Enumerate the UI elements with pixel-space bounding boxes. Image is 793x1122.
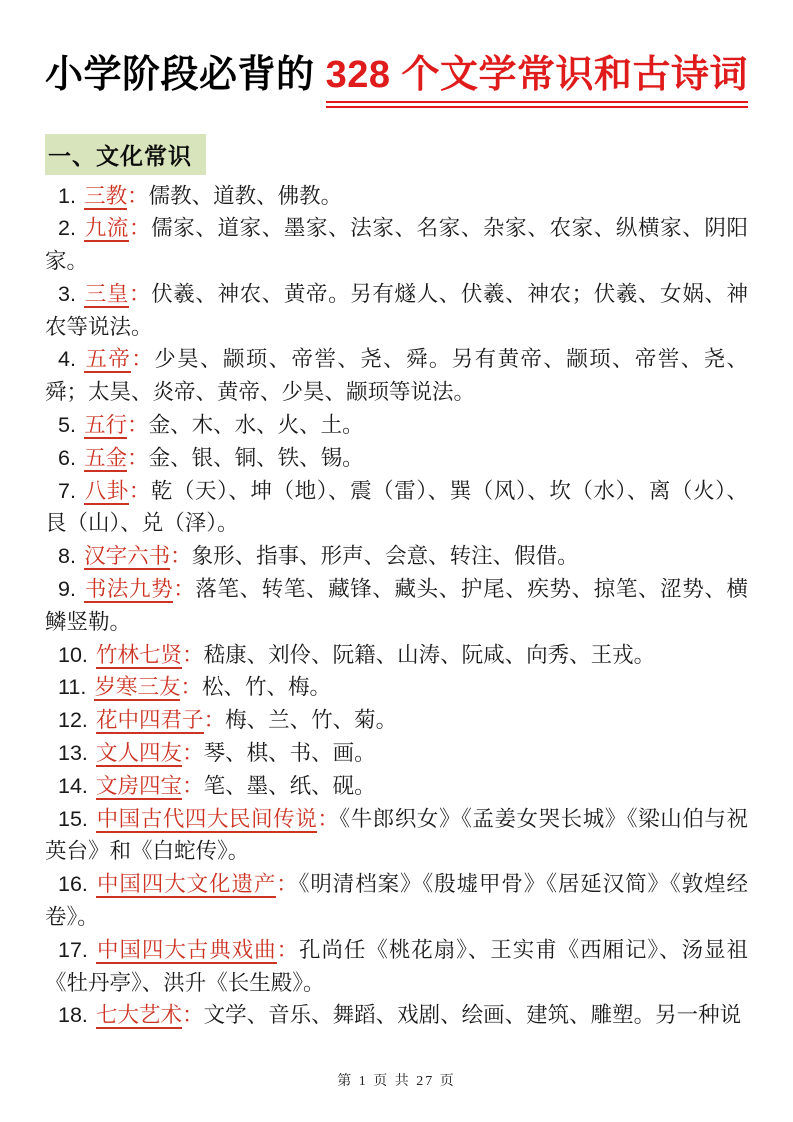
list-item [45, 934, 748, 1000]
item-colon: ： [182, 1003, 204, 1028]
item-desc: 儒家、道家、墨家、法家、名家、杂家、农家、纵横家、阴阳家。 [45, 216, 748, 274]
item-desc: 少昊、颛顼、帝喾、尧、舜。另有黄帝、颛顼、帝喾、尧、舜；太昊、炎帝、黄帝、少昊、颛顼等说法。 [45, 347, 748, 405]
list-item [45, 540, 748, 573]
item-term: 五行 [84, 413, 128, 438]
list-item [45, 409, 748, 442]
item-term: 七大艺术 [96, 1003, 183, 1028]
item-desc: 《明清档案》《殷墟甲骨》《居延汉简》《敦煌经卷》。 [45, 872, 748, 930]
item-desc: 嵇康、刘伶、阮籍、山涛、阮咸、向秀、王戎。 [203, 642, 656, 667]
page-title-red-part: 328 个文学常识和古诗词 [326, 52, 748, 108]
item-term: 花中四君子 [96, 708, 204, 733]
section-header-culture-knowledge: 一、文化常识 [45, 134, 206, 175]
item-term: 文人四友 [96, 741, 183, 766]
item-number: 17. [58, 937, 88, 962]
item-number: 9. [58, 577, 76, 602]
item-number: 18. [58, 1003, 88, 1028]
item-number: 11. [58, 675, 87, 700]
page-title [45, 52, 748, 108]
item-term: 岁寒三友 [94, 675, 181, 700]
item-number: 5. [58, 413, 76, 438]
item-colon: ： [127, 413, 149, 438]
item-colon: ： [127, 183, 149, 208]
item-desc: 伏羲、神农、黄帝。另有燧人、伏羲、神农；伏羲、女娲、神农等说法。 [45, 281, 748, 339]
item-number: 3. [58, 281, 76, 306]
page-title-black-part: 小学阶段必背的 [45, 54, 326, 96]
item-desc: 孔尚任《桃花扇》、王实甫《西厢记》、汤显祖《牡丹亭》、洪升《长生殿》。 [45, 937, 748, 995]
item-desc: 象形、指事、形声、会意、转注、假借。 [191, 544, 579, 569]
item-colon: ： [127, 445, 149, 470]
item-colon: ： [182, 773, 204, 798]
item-number: 15. [58, 806, 88, 831]
item-desc: 乾（天）、坤（地）、震（雷）、巽（风）、坎（水）、离（火）、艮（山）、兑（泽）。 [45, 478, 748, 536]
item-list [45, 180, 748, 1033]
list-item [45, 573, 748, 639]
list-item [45, 803, 748, 869]
item-colon: ： [180, 675, 202, 700]
item-term: 五帝 [84, 347, 132, 372]
item-term: 汉字六书 [84, 544, 171, 569]
item-number: 1. [58, 183, 76, 208]
item-colon: ： [182, 741, 204, 766]
list-item [45, 180, 748, 213]
item-colon: ： [276, 872, 299, 897]
item-number: 8. [58, 544, 76, 569]
item-colon: ： [203, 708, 226, 733]
item-term: 三教 [84, 183, 128, 208]
item-number: 14. [58, 773, 88, 798]
item-number: 7. [58, 478, 76, 503]
item-term: 中国四大文化遗产 [96, 872, 277, 897]
item-colon: ： [128, 281, 152, 306]
item-desc: 落笔、转笔、藏锋、藏头、护尾、疾势、掠笔、涩势、横鳞竖勒。 [45, 577, 748, 634]
item-term: 文房四宝 [96, 773, 183, 798]
list-item [45, 639, 748, 672]
item-colon: ： [182, 642, 204, 667]
list-item [45, 704, 748, 737]
item-term: 三皇 [84, 281, 129, 306]
list-item [45, 442, 748, 475]
item-colon: ： [131, 347, 155, 372]
item-desc: 笔、墨、纸、砚。 [203, 773, 376, 798]
item-term: 中国古代四大民间传说 [96, 806, 318, 831]
item-number: 10. [58, 642, 88, 667]
item-number: 12. [58, 708, 88, 733]
item-term: 书法九势 [84, 577, 174, 602]
list-item [45, 868, 748, 934]
list-item [45, 737, 748, 770]
item-number: 4. [58, 347, 76, 372]
item-colon: ： [276, 937, 300, 962]
list-item [45, 212, 748, 278]
item-term: 五金 [84, 445, 128, 470]
item-term: 八卦 [84, 478, 129, 503]
item-desc: 文学、音乐、舞蹈、戏剧、绘画、建筑、雕塑。另一种说 [203, 1003, 742, 1028]
list-item [45, 475, 748, 541]
item-colon: ： [170, 544, 192, 569]
item-number: 6. [58, 445, 76, 470]
item-desc: 松、竹、梅。 [201, 675, 331, 700]
item-colon: ： [317, 806, 340, 831]
item-number: 16. [58, 872, 88, 897]
item-desc: 金、银、铜、铁、锡。 [148, 445, 364, 470]
item-desc: 儒教、道教、佛教。 [148, 183, 343, 208]
item-desc: 琴、棋、书、画。 [203, 741, 376, 766]
item-colon: ： [128, 216, 152, 241]
item-desc: 金、木、水、火、土。 [148, 413, 364, 438]
list-item [45, 999, 748, 1032]
list-item [45, 278, 748, 344]
item-term: 中国四大古典戏曲 [96, 937, 277, 962]
item-desc: 《牛郎织女》《孟姜女哭长城》《梁山伯与祝英台》和《白蛇传》。 [45, 806, 748, 864]
item-number: 2. [58, 216, 76, 241]
item-desc: 梅、兰、竹、菊。 [225, 708, 398, 733]
list-item [45, 671, 748, 704]
item-term: 竹林七贤 [96, 642, 183, 667]
list-item [45, 770, 748, 803]
item-term: 九流 [84, 216, 129, 241]
item-colon: ： [173, 577, 196, 602]
item-number: 13. [58, 741, 88, 766]
item-colon: ： [128, 478, 151, 503]
list-item [45, 343, 748, 409]
page-number-footer: 第 1 页 共 27 页 [337, 1074, 456, 1089]
